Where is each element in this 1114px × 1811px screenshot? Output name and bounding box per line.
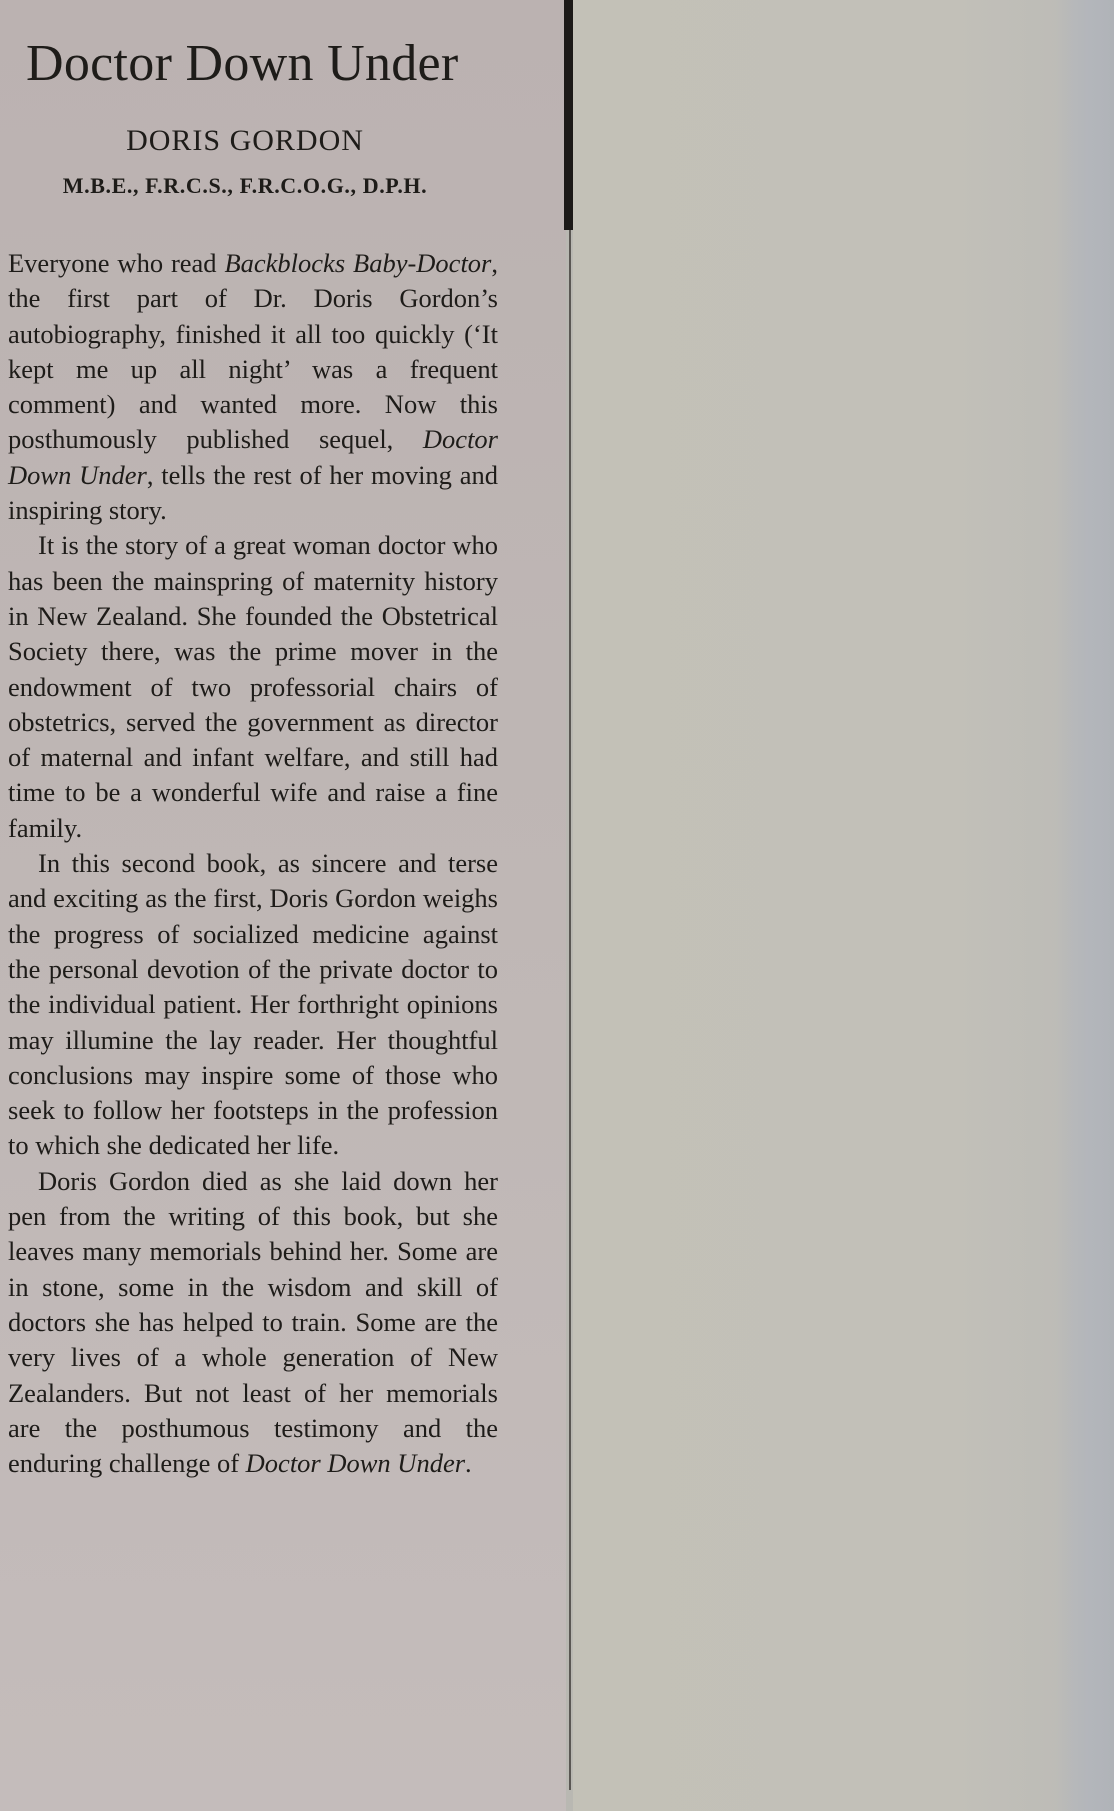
back-flap-panel (573, 0, 1114, 1811)
spine-fold-line (564, 0, 573, 230)
book-reference-doctor-down-under: Doctor Down Under (245, 1448, 466, 1479)
author-credentials: M.B.E., F.R.C.S., F.R.C.O.G., D.P.H. (62, 173, 428, 198)
page-edge-shadow (1054, 0, 1114, 1811)
blurb-paragraph-1: Everyone who read Backblocks Baby-Doctor, the first part of Dr. Doris Gordon’s autobiography, finished it all too quickly (‘It kept me up all night’ was a frequent comment) and wanted more. Now this posthumously published sequel, Doctor Down Under, tells the rest of her moving and inspiring story. (8, 248, 498, 526)
book-title: Doctor Down Under (26, 35, 459, 92)
book-reference-backblocks: Backblocks Baby-Doctor (224, 248, 492, 278)
book-reference-doctor-down-under: Doctor Down Under (8, 424, 498, 490)
spine-fold-crease (569, 230, 571, 1790)
blurb-paragraph-4: Doris Gordon died as she laid down her pen from the writing of this book, but she leaves many memorials behind her. Some are in stone, some in the wisdom and skill of doctors she has helped to train. Some are the very lives of a whole generation of New Zealanders. But not least of her memorials are the posthumous testimony and the enduring challenge of Doctor Down Under. (8, 1165, 498, 1479)
blurb-paragraph-3: In this second book, as sincere and terse and exciting as the first, Doris Gordon weighs the progress of socialized medicine against the personal devotion of the private doctor to the individual patient. Her forthright opinions may illumine the lay reader. Her thoughtful conclusions may inspire some of those who seek to follow her footsteps in the profession to which she dedicated her life. (8, 848, 498, 1161)
author-name: DORIS GORDON (126, 124, 364, 157)
blurb-paragraph-2: It is the story of a great woman doctor who has been the mainspring of maternity history in New Zealand. She founded the Obstetrical Society there, was the prime mover in the endowment of two professorial chairs of obstetrics, served the government as director of maternal and infant welfare, and still had time to be a wonderful wife and raise a fine family. (8, 530, 498, 843)
blurb-text (8, 246, 498, 1481)
